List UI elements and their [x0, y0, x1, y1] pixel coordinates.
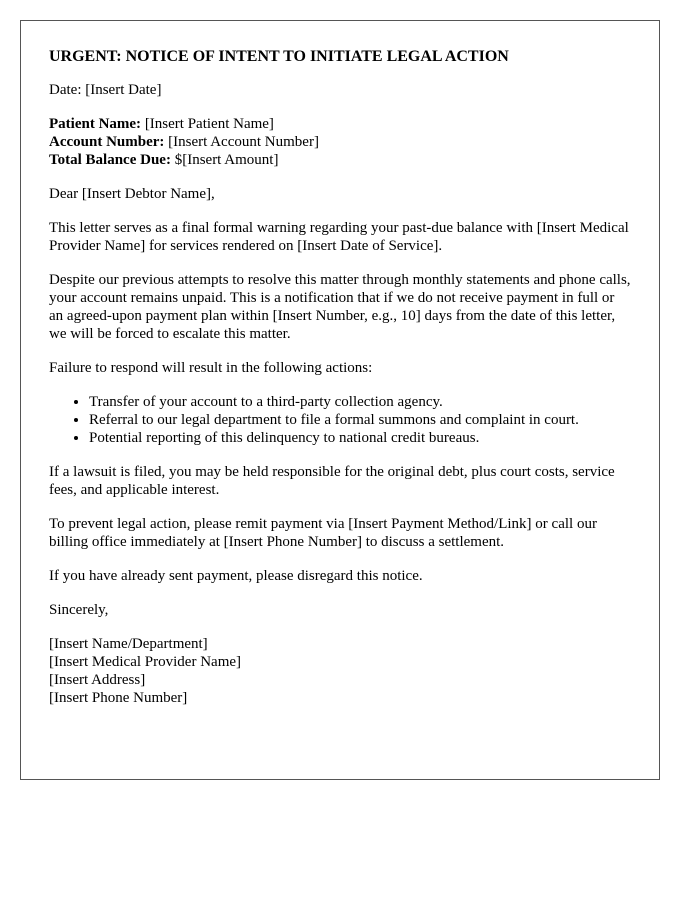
signature-phone: [Insert Phone Number] — [49, 690, 188, 706]
paragraph-past-due: This letter serves as a final formal warning regarding your past-due balance with [Insert Medical Provider Name] for services rendered on [Insert Date of Service]. — [49, 220, 629, 254]
signature-provider: [Insert Medical Provider Name] — [49, 654, 242, 670]
closing: Sincerely, — [49, 602, 109, 618]
signature-address: [Insert Address] — [49, 672, 146, 688]
account-number-line — [49, 133, 631, 151]
list-item: • Potential reporting of this delinquency to national credit bureaus. — [89, 429, 631, 447]
paragraph-prevent-action: To prevent legal action, please remit payment via [Insert Payment Method/Link] or call our billing office immediately at [Insert Phone Number] to discuss a settlement. — [49, 516, 597, 550]
account-info-block — [49, 115, 631, 169]
salutation: Dear [Insert Debtor Name], — [49, 186, 215, 202]
list-item: • Transfer of your account to a third-party collection agency. — [89, 393, 631, 411]
total-balance-line — [49, 151, 631, 169]
total-balance-value: $[Insert Amount] — [170, 152, 279, 168]
patient-name-label: Patient Name: — [49, 116, 142, 132]
paragraph-lawsuit: If a lawsuit is filed, you may be held responsible for the original debt, plus court costs, service fees, and applicable interest. — [49, 464, 615, 498]
paragraph-escalation: Despite our previous attempts to resolve this matter through monthly statements and phone calls, your account remains unpaid. This is a notification that if we do not receive payment in full or an agreed-upon payment plan within [Insert Number, e.g., 10] days from the date of this letter, we will be forced to escalate this matter. — [49, 272, 631, 342]
account-number-value: [Insert Account Number] — [164, 134, 319, 150]
letter-title: URGENT: NOTICE OF INTENT TO INITIATE LEGAL ACTION — [49, 48, 509, 65]
actions-list — [49, 393, 631, 447]
letter-frame — [20, 20, 660, 780]
total-balance-label: Total Balance Due: — [49, 152, 171, 168]
signature-block — [49, 635, 631, 707]
paragraph-disregard: If you have already sent payment, please disregard this notice. — [49, 568, 423, 584]
date-line: Date: [Insert Date] — [49, 82, 162, 98]
signature-name: [Insert Name/Department] — [49, 636, 208, 652]
patient-name-line — [49, 115, 631, 133]
paragraph-failure-intro: Failure to respond will result in the following actions: — [49, 360, 373, 376]
patient-name-value: [Insert Patient Name] — [141, 116, 274, 132]
list-item: • Referral to our legal department to file a formal summons and complaint in court. — [89, 411, 631, 429]
account-number-label: Account Number: — [49, 134, 165, 150]
